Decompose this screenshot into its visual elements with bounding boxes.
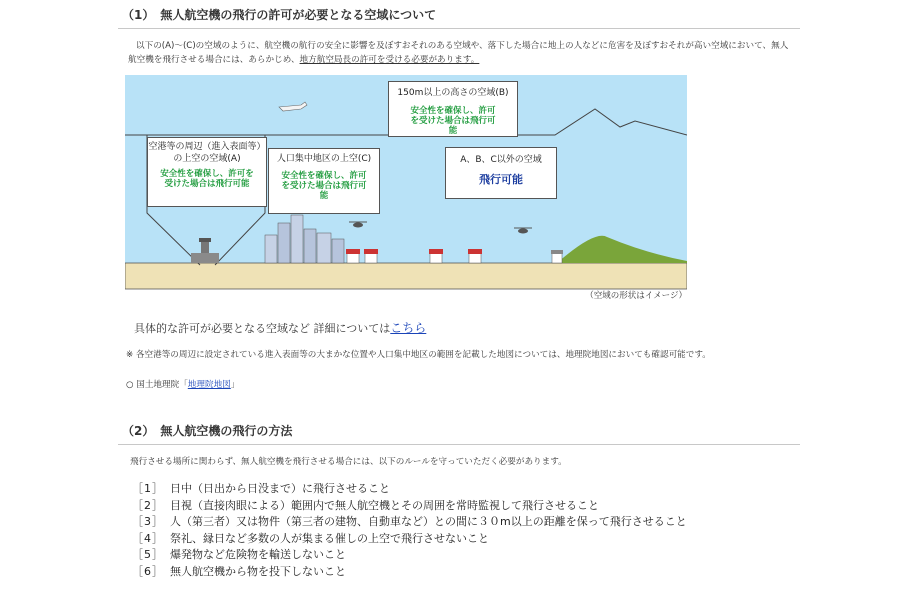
section-1-number: （1） [122, 8, 155, 22]
rule-item [132, 564, 800, 581]
permission-requirement-text: 地方航空局長の許可を受ける必要があります。 [299, 55, 480, 65]
rule-item [132, 498, 800, 515]
rule-number: ［6］ [132, 564, 164, 578]
airport-building [191, 253, 219, 263]
page-content [118, 0, 800, 580]
airspace-b-note: 安全性を確保し、許可を受けた場合は飛行可能 [410, 106, 496, 136]
rule-text: 祭礼、縁日など多数の人が集まる催しの上空で飛行させないこと [170, 531, 489, 545]
map-note: ※ 各空港等の周辺に設定されている進入表面等の大まかな位置や人口集中地区の範囲を記載した地図については、地理院地図においても確認可能です。 [126, 350, 711, 360]
airspace-a-note: 安全性を確保し、許可を受けた場合は飛行可能 [160, 169, 254, 189]
rules-intro: 飛行させる場所に関わらず、無人航空機を飛行させる場合には、以下のルールを守っていただく必要があります。 [130, 457, 567, 467]
airspace-diagram [125, 75, 687, 305]
gsi-reference [126, 378, 800, 390]
other-airspace-label: A、B、C以外の空域 [460, 155, 542, 165]
intro-text: 以下の(A)～(C)の空域のように、航空機の航行の安全に影響を及ぼすおそれのある空域や、落下した場合に地上の人などに危害を及ぼすおそれが高い空域において、無人航空機を飛行させる場合には、あらかじめ、 [128, 41, 789, 65]
airspace-b-box [388, 81, 518, 137]
rule-number: ［3］ [132, 515, 164, 528]
section-2-title: 無人航空機の飛行の方法 [160, 424, 293, 438]
rules-list [132, 481, 800, 580]
rule-item [132, 481, 800, 498]
ground [125, 263, 687, 289]
airspace-c-note: 安全性を確保し、許可を受けた場合は飛行可能 [281, 171, 367, 201]
rule-item [132, 531, 800, 548]
section-1-intro [118, 39, 800, 67]
airspace-c-label: 人口集中地区の上空(C) [276, 154, 372, 164]
rule-text: 目視（直接肉眼による）範囲内で無人航空機とその周囲を常時監視して飛行させること [170, 498, 599, 512]
more-details-text: 具体的な許可が必要となる空域など 詳細については [134, 322, 391, 335]
section-1-title: 無人航空機の飛行の許可が必要となる空域について [160, 8, 437, 22]
control-tower [201, 241, 209, 253]
rule-text: 爆発物など危険物を輸送しないこと [170, 548, 346, 561]
rule-text: 人（第三者）又は物件（第三者の建物、自動車など）との間に３０m以上の距離を保って飛行させること [170, 515, 687, 528]
airspace-a-label: 空港等の周辺（進入表面等）の上空の空域(A) [148, 142, 266, 164]
rule-item [132, 547, 800, 564]
other-airspace-box [445, 147, 557, 199]
rule-item [132, 514, 800, 531]
other-airspace-note: 飛行可能 [479, 173, 523, 186]
airspace-b-label: 150m以上の高さの空域(B) [397, 88, 509, 98]
rule-number: ［5］ [132, 548, 164, 561]
rule-number: ［4］ [132, 531, 164, 545]
rule-number: ［2］ [132, 498, 164, 512]
gsi-suffix: 」 [230, 380, 240, 390]
section-1-heading [118, 0, 800, 29]
diagram-caption: （空域の形状はイメージ） [585, 291, 687, 301]
section-2 [118, 416, 800, 580]
gsi-map-link[interactable]: 地理院地図 [187, 380, 231, 390]
gsi-prefix: ○ 国土地理院「 [126, 380, 188, 390]
details-link[interactable]: こちら [390, 321, 427, 335]
section-2-heading [118, 416, 800, 445]
section-2-number: （2） [122, 424, 155, 438]
airspace-c-box [268, 148, 380, 214]
more-details [134, 319, 800, 336]
rule-text: 日中（日出から日没まで）に飛行させること [170, 482, 390, 495]
rule-number: ［1］ [132, 482, 164, 495]
airspace-a-box [147, 137, 267, 207]
rule-text: 無人航空機から物を投下しないこと [170, 564, 346, 578]
